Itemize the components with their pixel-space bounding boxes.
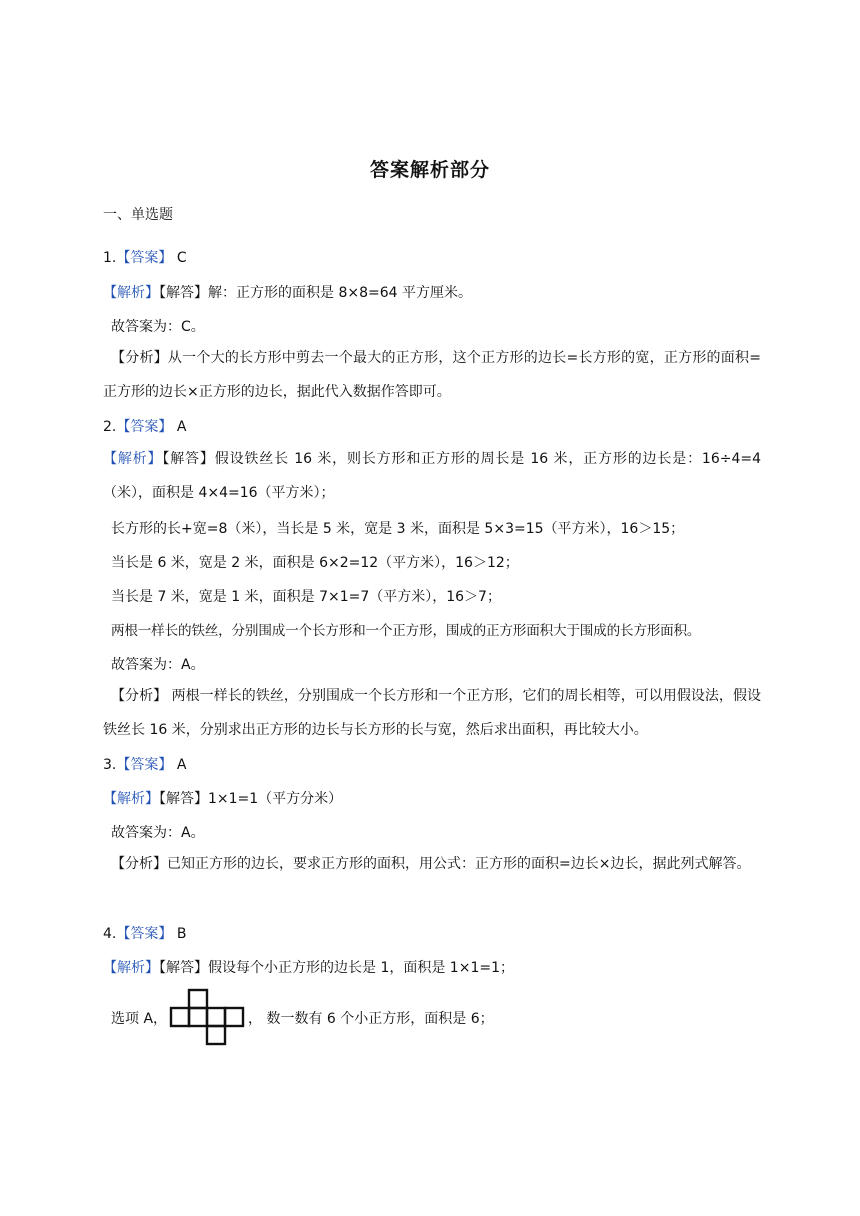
net-square [189, 1008, 207, 1026]
q2-answer: A [176, 419, 187, 435]
q4-answer: B [176, 926, 187, 942]
net-square [207, 1026, 225, 1044]
q2-line-4: 两根一样长的铁丝，分别围成一个长方形和一个正方形，围成的正方形面积大于围成的长方形面积。 [111, 623, 701, 639]
q2-line-1: 长方形的长+宽=8（米），当长是 5 米，宽是 3 米，面积是 5×3=15（平方米），16＞15； [111, 521, 685, 537]
q2-analysis: 【分析】 两根一样长的铁丝，分别围成一个长方形和一个正方形，它们的周长相等，可以用假设法，假设铁丝长 16 米，分别求出正方形的边长与长方形的长与宽，然后求出面积，再比较大小。 [103, 688, 761, 738]
q4-option-a-text: ， 数一数有 6 个小正方形，面积是 6； [248, 1011, 494, 1027]
q3-analysis: 【分析】已知正方形的边长，要求正方形的面积，用公式：正方形的面积=边长×边长，据此列式解答。 [111, 856, 751, 872]
q3-jiexi-tag: 【解析】 [103, 791, 159, 807]
q2-line-3: 当长是 7 米，宽是 1 米，面积是 7×1=7（平方米），16＞7； [111, 589, 501, 605]
q2-conclusion: 故答案为：A。 [111, 657, 205, 673]
net-square [171, 1008, 189, 1026]
page-title: 答案解析部分 [369, 159, 490, 181]
q4-answer-line [103, 924, 186, 944]
q1-number: 1. [103, 250, 117, 266]
q2-jiexi-tag: 【解析】 [103, 451, 163, 467]
q4-option-a-label: 选项 A， [111, 1011, 168, 1027]
net-square [189, 990, 207, 1008]
q4-answer-tag: 【答案】 [116, 926, 173, 942]
q2-line-2: 当长是 6 米，宽是 2 米，面积是 6×2=12（平方米），16＞12； [111, 555, 519, 571]
q2-number: 2. [103, 419, 117, 435]
section-heading: 一、单选题 [103, 207, 173, 223]
q4-solution-line [103, 958, 514, 978]
q3-answer-tag: 【答案】 [116, 757, 173, 773]
q1-answer-tag: 【答案】 [116, 250, 173, 266]
q4-solution: 【解答】假设每个小正方形的边长是 1，面积是 1×1=1； [159, 960, 514, 976]
q3-conclusion: 故答案为：A。 [111, 825, 205, 841]
q1-answer: C [176, 250, 187, 266]
q1-solution: 【解答】解：正方形的面积是 8×8=64 平方厘米。 [159, 285, 472, 301]
q3-number: 3. [103, 757, 117, 773]
q1-conclusion: 故答案为：C。 [111, 319, 205, 335]
six-square-net-figure [168, 988, 248, 1046]
q1-analysis: 【分析】从一个大的长方形中剪去一个最大的正方形，这个正方形的边长=长方形的宽，正方形的面积=正方形的边长×正方形的边长，据此代入数据作答即可。 [103, 350, 761, 400]
q2-solution: 【解答】假设铁丝长 16 米，则长方形和正方形的周长是 16 米，正方形的边长是：16÷4=4（米），面积是 4×4=16（平方米）； [103, 451, 761, 501]
net-square [207, 1008, 225, 1026]
q3-solution-line [103, 789, 342, 809]
q2-answer-tag: 【答案】 [116, 419, 173, 435]
net-square [225, 1008, 243, 1026]
q3-answer-line [103, 755, 186, 775]
q2-answer-line [103, 417, 186, 437]
q4-number: 4. [103, 926, 117, 942]
q1-jiexi-tag: 【解析】 [103, 285, 159, 301]
q3-answer: A [176, 757, 187, 773]
q1-answer-line [103, 248, 187, 268]
q2-solution-block [103, 443, 761, 510]
q3-solution: 【解答】1×1=1（平方分米） [159, 791, 343, 807]
q4-jiexi-tag: 【解析】 [103, 960, 159, 976]
q1-solution-line [103, 283, 472, 303]
